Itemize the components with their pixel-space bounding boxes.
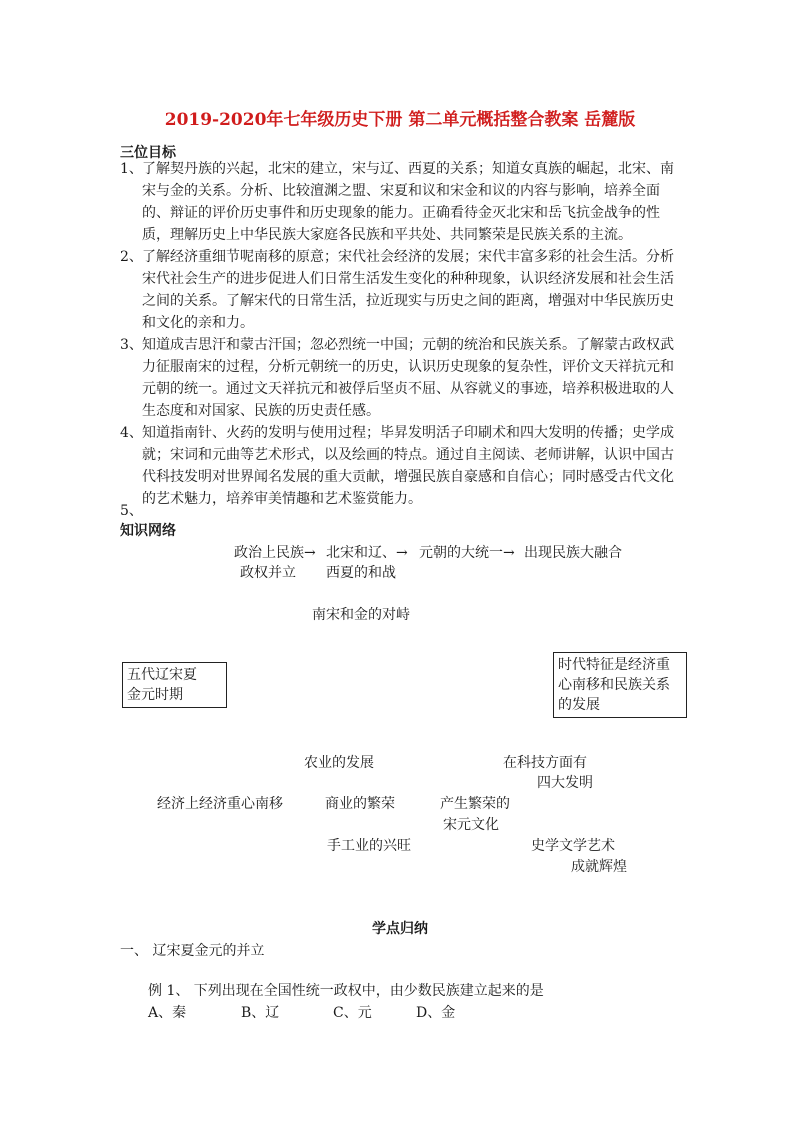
- political-label: 政治上民族→: [234, 545, 316, 561]
- period-box-line: 五代辽宋夏: [127, 667, 197, 683]
- objective-number: 4、: [120, 425, 143, 441]
- period-box: [122, 662, 227, 708]
- feature-box: [553, 652, 687, 718]
- feature-box-line: 的发展: [558, 697, 600, 713]
- south-song-jin-label: 南宋和金的对峙: [312, 607, 410, 623]
- objective-item-1: [120, 158, 680, 246]
- summary-heading: 学点归纳: [372, 921, 428, 937]
- handicraft-label: 手工业的兴旺: [327, 838, 411, 854]
- objective-number: 3、: [120, 337, 143, 353]
- regime-coexist-label: 政权并立: [240, 565, 296, 581]
- objective-text: 了解经济重细节呢南移的原意；宋代社会经济的发展；宋代丰富多彩的社会生活。分析宋代社会生产的进步促进人们日常生活发生变化的种种现象，认识经济发展和社会生活之间的关系。了解宋代的日常生活，拉近现实与历史之间的距离，增强对中华民族历史和文化的亲和力。: [142, 249, 674, 331]
- option-d: D、金: [416, 1005, 456, 1021]
- option-b: B、辽: [241, 1005, 280, 1021]
- xixia-war-peace-label: 西夏的和战: [326, 565, 396, 581]
- history-literature-label: 史学文学艺术: [531, 838, 615, 854]
- prosper-label: 产生繁荣的: [440, 796, 510, 812]
- song-liao-label: 北宋和辽、→: [326, 545, 408, 561]
- commerce-label: 商业的繁荣: [325, 796, 395, 812]
- option-a: A、秦: [148, 1005, 187, 1021]
- yuan-unification-label: 元朝的大统一→: [419, 545, 515, 561]
- objective-text: 知道成吉思汗和蒙古汗国；忽必烈统一中国；元朝的统治和民族关系。了解蒙古政权武力征服南宋的过程，分析元朝统一的历史，认识历史现象的复杂性，评价文天祥抗元和元朝的统一。通过文天祥抗元和被俘后坚贞不屈、从容就义的事迹，培养积极进取的人生态度和对国家、民族的历史责任感。: [142, 337, 674, 419]
- feature-box-line: 心南移和民族关系: [558, 677, 670, 693]
- ethnic-fusion-label: 出现民族大融合: [524, 545, 622, 561]
- objective-text: 了解契丹族的兴起，北宋的建立，宋与辽、西夏的关系；知道女真族的崛起，北宋、南宋与金的关系。分析、比较澶渊之盟、宋夏和议和宋金和议的内容与影响，培养全面的、辩证的评价历史事件和历史现象的能力。正确看待金灭北宋和岳飞抗金战争的性质，理解历史上中华民族大家庭各民族和平共处、共同繁荣是民族关系的主流。: [142, 161, 674, 243]
- objective-text: 知道指南针、火药的发明与使用过程；毕昇发明活子印刷术和四大发明的传播；史学成就；宋词和元曲等艺术形式，以及绘画的特点。通过自主阅读、老师讲解，认识中国古代科技发明对世界闻名发展的重大贡献，增强民族自豪感和自信心；同时感受古代文化的艺术魅力，培养审美情趣和艺术鉴赏能力。: [142, 425, 674, 507]
- objective-number: 5、: [120, 503, 143, 519]
- section-heading: 一、 辽宋夏金元的并立: [120, 943, 265, 959]
- objective-item-4: [120, 422, 680, 510]
- objectives-heading: 三位目标: [120, 145, 176, 161]
- option-c: C、元: [333, 1005, 372, 1021]
- feature-box-line: 时代特征是经济重: [558, 657, 670, 673]
- objective-item-3: [120, 334, 680, 422]
- brilliant-achievement-label: 成就辉煌: [571, 859, 627, 875]
- four-inventions-label: 四大发明: [537, 775, 593, 791]
- example-question: 例 1、 下列出现在全国性统一政权中，由少数民族建立起来的是: [148, 983, 544, 999]
- page-title: 2019-2020年七年级历史下册 第二单元概括整合教案 岳麓版: [164, 110, 636, 130]
- period-box-line: 金元时期: [127, 687, 183, 703]
- objective-item-2: [120, 246, 680, 334]
- economic-label: 经济上经济重心南移: [157, 796, 283, 812]
- objective-number: 1、: [120, 161, 143, 177]
- science-label: 在科技方面有: [503, 755, 587, 771]
- objective-number: 2、: [120, 249, 143, 265]
- song-yuan-culture-label: 宋元文化: [443, 817, 499, 833]
- network-heading: 知识网络: [120, 523, 176, 539]
- agriculture-label: 农业的发展: [304, 755, 374, 771]
